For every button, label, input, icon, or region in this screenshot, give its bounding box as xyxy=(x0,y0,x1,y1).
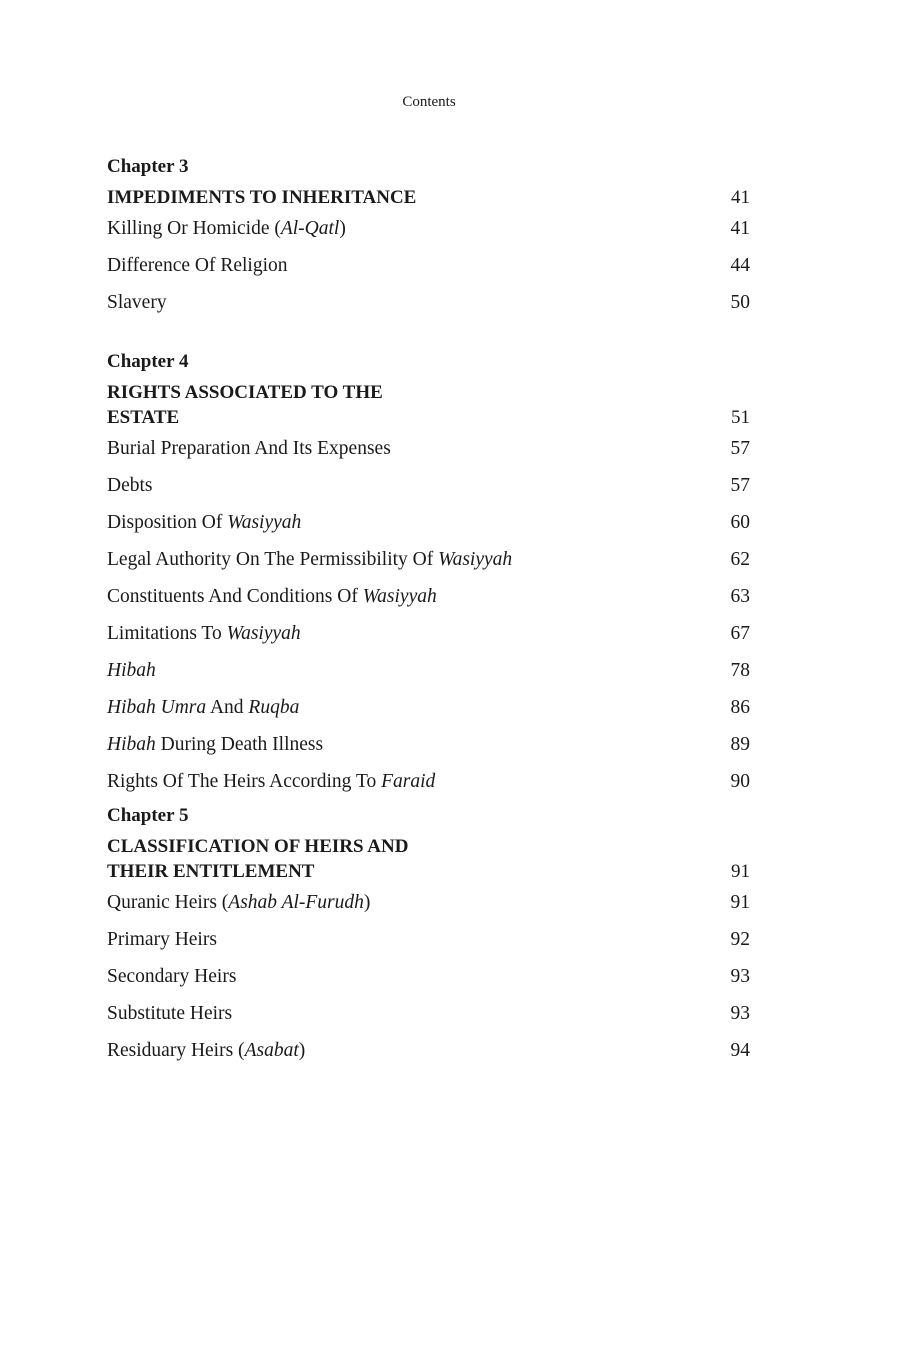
italic-term: Wasiyyah xyxy=(226,623,301,644)
entry-text: Burial Preparation And Its Expenses xyxy=(107,438,391,459)
page-number: 78 xyxy=(730,660,750,681)
toc-entry[interactable] xyxy=(107,473,750,510)
toc-entry-title xyxy=(107,510,301,535)
chapter-heading-line: RIGHTS ASSOCIATED TO THE ESTATE xyxy=(107,382,383,428)
entry-text: ) xyxy=(363,892,371,913)
chapter-heading-line: IMPEDIMENTS TO INHERITANCE xyxy=(107,187,417,208)
entry-text: Primary Heirs xyxy=(107,929,217,950)
entry-text: ) xyxy=(298,1040,306,1061)
page-number: 41 xyxy=(731,187,750,208)
toc-entry[interactable] xyxy=(107,436,750,473)
toc-entry[interactable] xyxy=(107,658,750,695)
page-number: 93 xyxy=(730,966,750,987)
chapter-heading-row[interactable] xyxy=(107,834,750,884)
entry-text: Killing Or Homicide ( xyxy=(107,218,281,239)
italic-term: Ashab Al-Furudh xyxy=(228,892,364,913)
toc-entry[interactable] xyxy=(107,1038,750,1075)
toc-entry[interactable] xyxy=(107,695,750,732)
toc-entry[interactable] xyxy=(107,510,750,547)
page-number: 67 xyxy=(730,623,750,644)
chapter-label: Chapter 4 xyxy=(107,351,189,372)
toc-entry-title xyxy=(107,290,167,315)
entry-text: Quranic Heirs ( xyxy=(107,892,229,913)
page-number: 92 xyxy=(730,929,750,950)
entry-text: Debts xyxy=(107,475,153,496)
entry-text: Constituents And Conditions Of xyxy=(107,586,363,607)
toc-entry-title xyxy=(107,695,299,720)
chapter-heading-row[interactable] xyxy=(107,380,750,430)
chapter-heading xyxy=(107,380,447,430)
toc-entry-title xyxy=(107,1038,305,1063)
entry-text: Residuary Heirs ( xyxy=(107,1040,245,1061)
chapter-section xyxy=(107,350,750,806)
toc-entry-title xyxy=(107,436,391,461)
italic-term: Ruqba xyxy=(248,697,300,718)
toc-entry[interactable] xyxy=(107,890,750,927)
page-number: 50 xyxy=(730,292,750,313)
toc-entry[interactable] xyxy=(107,927,750,964)
toc-entry-title xyxy=(107,216,346,241)
entry-text: Difference Of Religion xyxy=(107,255,288,276)
entry-text: Disposition Of xyxy=(107,512,228,533)
italic-term: Faraid xyxy=(381,771,436,792)
italic-term: Wasiyyah xyxy=(362,586,437,607)
toc-entry-title xyxy=(107,769,435,794)
toc-entry[interactable] xyxy=(107,584,750,621)
toc-entry[interactable] xyxy=(107,1001,750,1038)
entry-text: Secondary Heirs xyxy=(107,966,237,987)
toc-entry-title xyxy=(107,253,288,278)
italic-term: Hibah xyxy=(107,734,156,755)
page-number: 94 xyxy=(730,1040,750,1061)
toc-entry[interactable] xyxy=(107,621,750,658)
toc-entry[interactable] xyxy=(107,216,750,253)
page-number: 86 xyxy=(730,697,750,718)
entry-text: During Death Illness xyxy=(155,734,324,755)
toc-entry-title xyxy=(107,732,323,757)
italic-term: Hibah Umra xyxy=(107,697,207,718)
page-number: 89 xyxy=(730,734,750,755)
toc-entry-title xyxy=(107,927,217,952)
entry-text: Substitute Heirs xyxy=(107,1003,233,1024)
toc-entry[interactable] xyxy=(107,290,750,327)
page-number: 44 xyxy=(730,255,750,276)
running-head: Contents xyxy=(402,94,456,110)
toc-entry-title xyxy=(107,1001,232,1026)
toc-entry[interactable] xyxy=(107,547,750,584)
italic-term: Al-Qatl xyxy=(280,218,340,239)
toc-entry-title xyxy=(107,964,236,989)
toc-entry[interactable] xyxy=(107,964,750,1001)
toc-entry[interactable] xyxy=(107,253,750,290)
italic-term: Asabat xyxy=(244,1040,299,1061)
entry-text: And xyxy=(206,697,249,718)
entry-text: ) xyxy=(339,218,346,239)
page-number: 90 xyxy=(730,771,750,792)
toc-entry-title xyxy=(107,584,437,609)
toc-entry-title xyxy=(107,658,156,683)
page-number: 60 xyxy=(730,512,750,533)
chapter-label: Chapter 5 xyxy=(107,805,189,826)
page-number: 62 xyxy=(730,549,750,570)
toc-entry[interactable] xyxy=(107,769,750,806)
italic-term: Wasiyyah xyxy=(438,549,513,570)
toc-entry[interactable] xyxy=(107,732,750,769)
toc-entry-title xyxy=(107,473,153,498)
chapter-section xyxy=(107,155,750,327)
chapter-heading xyxy=(107,185,447,210)
toc-entry-title xyxy=(107,621,301,646)
chapter-heading xyxy=(107,834,447,884)
entry-text: Rights Of The Heirs According To xyxy=(107,771,382,792)
chapter-heading-line: CLASSIFICATION OF HEIRS AND xyxy=(107,836,409,857)
chapter-heading-row[interactable] xyxy=(107,185,750,210)
entry-text: Legal Authority On The Permissibility Of xyxy=(107,549,439,570)
toc-entry-title xyxy=(107,890,370,915)
page-number: 51 xyxy=(731,407,750,428)
page-number: 63 xyxy=(730,586,750,607)
toc-entry-title xyxy=(107,547,512,572)
page-number: 41 xyxy=(730,218,750,239)
chapter-heading-line: THEIR ENTITLEMENT xyxy=(107,861,315,882)
page-number: 91 xyxy=(731,861,750,882)
italic-term: Wasiyyah xyxy=(227,512,302,533)
page-number: 57 xyxy=(730,475,750,496)
entry-text: Limitations To xyxy=(107,623,227,644)
page-number: 57 xyxy=(730,438,750,459)
page-number: 93 xyxy=(730,1003,750,1024)
entry-text: Slavery xyxy=(107,292,167,313)
chapter-label: Chapter 3 xyxy=(107,156,189,177)
italic-term: Hibah xyxy=(107,660,156,681)
page-number: 91 xyxy=(730,892,750,913)
chapter-section xyxy=(107,804,750,1075)
